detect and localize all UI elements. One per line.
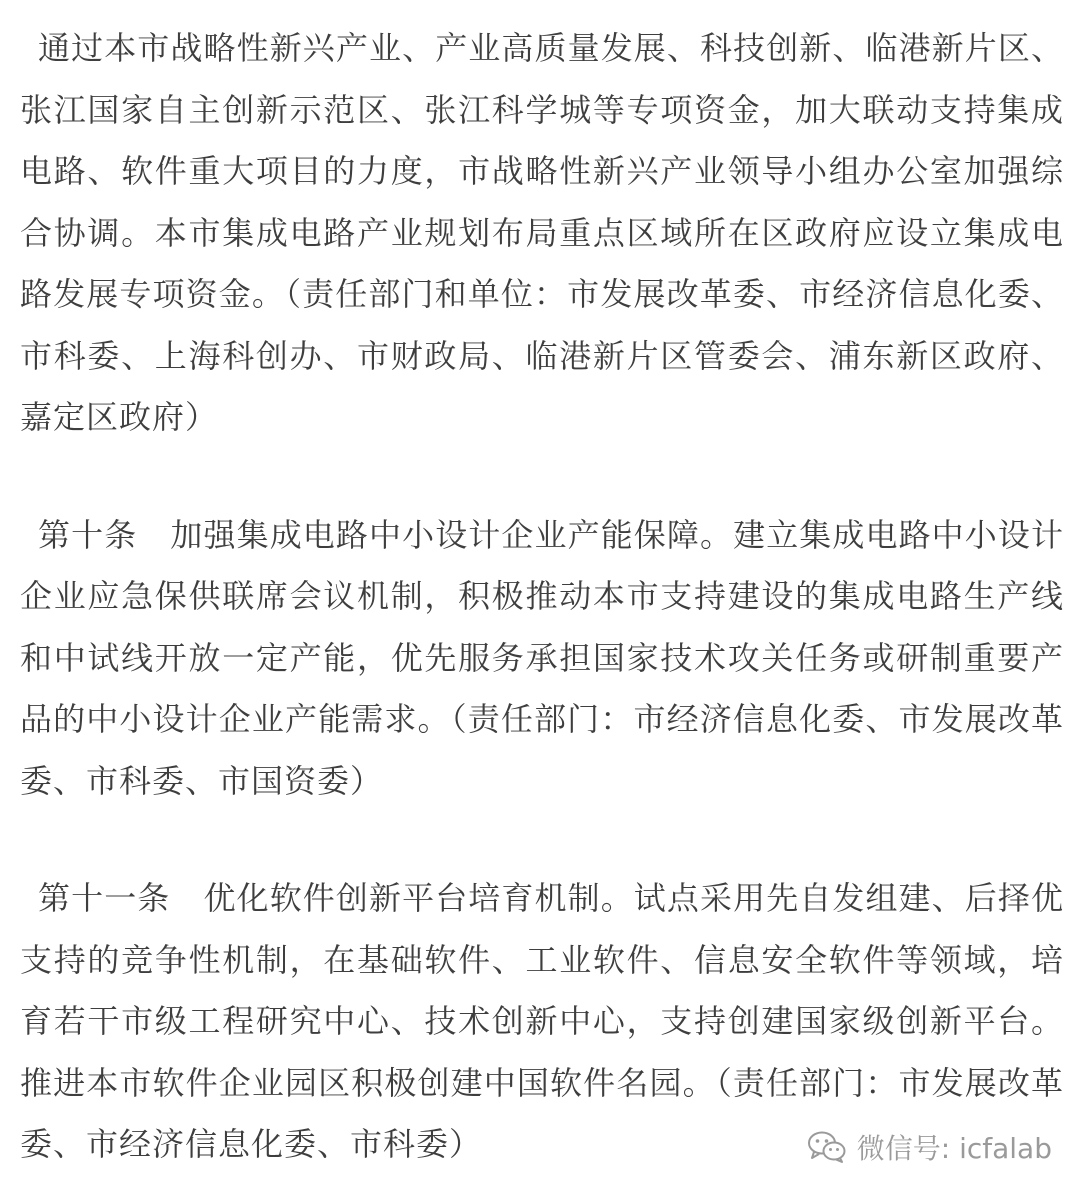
wechat-icon bbox=[807, 1130, 847, 1164]
paragraph-article-11: 第十一条 优化软件创新平台培育机制。试点采用先自发组建、后择优支持的竞争性机制，在基础软件、工业软件、信息安全软件等领域，培育若干市级工程研究中心、技术创新中心，支持创建国家级创新平台。推进本市软件企业园区积极创建中国软件名园。（责任部门：市发展改革委、市经济信息化委、市科委） bbox=[20, 879, 1064, 1163]
paragraph-article-10: 第十条 加强集成电路中小设计企业产能保障。建立集成电路中小设计企业应急保供联席会议机制，积极推动本市支持建设的集成电路生产线和中试线开放一定产能，优先服务承担国家技术攻关任务或研制重要产品的中小设计企业产能需求。（责任部门：市经济信息化委、市发展改革委、市科委、市国资委） bbox=[20, 515, 1064, 800]
paragraph-gap bbox=[20, 449, 1064, 505]
wechat-watermark bbox=[807, 1127, 1052, 1167]
paragraph-gap bbox=[20, 812, 1064, 868]
paragraph-funding: 通过本市战略性新兴产业、产业高质量发展、科技创新、临港新片区、张江国家自主创新示范区、张江科学城等专项资金，加大联动支持集成电路、软件重大项目的力度，市战略性新兴产业领导小组办公室加强综合协调。本市集成电路产业规划布局重点区域所在区政府应设立集成电路发展专项资金。（责任部门和单位：市发展改革委、市经济信息化委、市科委、上海科创办、市财政局、临港新片区管委会、浦东新区政府、嘉定区政府） bbox=[20, 29, 1064, 436]
article-body bbox=[20, 18, 1064, 1176]
wechat-id-text: 微信号: icfalab bbox=[856, 1132, 1052, 1165]
